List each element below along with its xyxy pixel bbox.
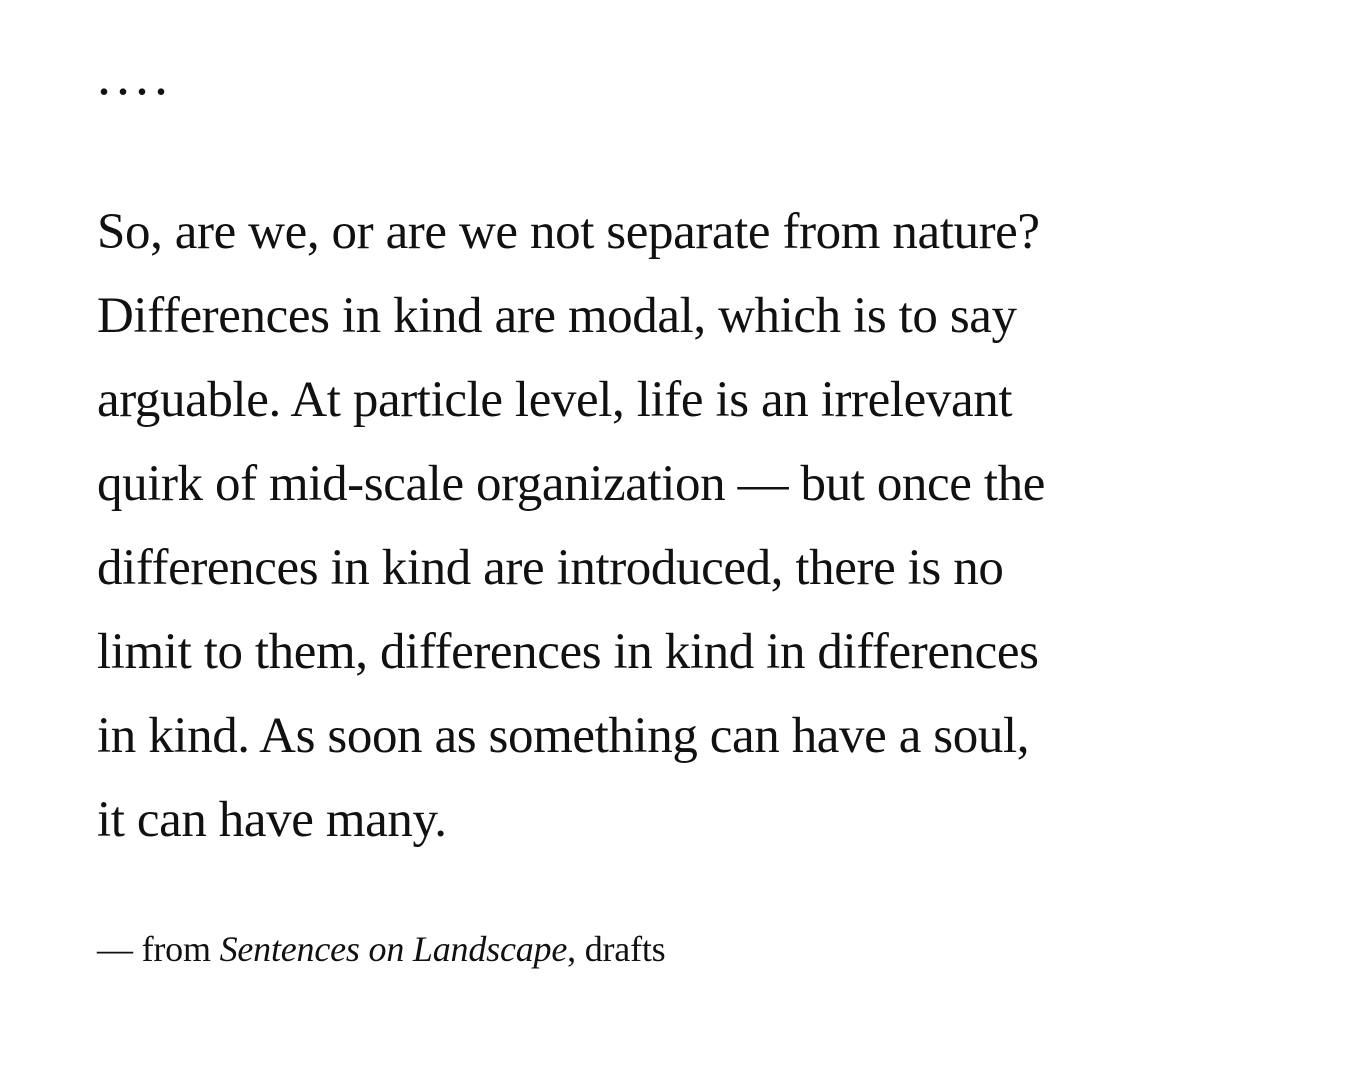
ellipsis-marker: .... <box>97 45 173 107</box>
passage-line: differences in kind are introduced, there is no <box>97 540 1004 596</box>
passage-line: in kind. As soon as something can have a soul, <box>97 708 1030 764</box>
passage-line: limit to them, differences in kind in differences <box>97 624 1039 680</box>
page <box>97 0 1277 1080</box>
passage-line: So, are we, or are we not separate from nature? <box>97 204 1040 260</box>
quote-passage <box>97 190 1277 862</box>
passage-line: arguable. At particle level, life is an irrelevant <box>97 372 1013 428</box>
passage-line: it can have many. <box>97 792 447 848</box>
attribution-suffix: , drafts <box>567 929 666 969</box>
attribution-prefix: — from <box>97 929 220 969</box>
passage-line: quirk of mid-scale organization — but once the <box>97 456 1045 512</box>
attribution-title: Sentences on Landscape <box>219 929 568 969</box>
attribution <box>97 925 665 973</box>
passage-line: Differences in kind are modal, which is to say <box>97 288 1017 344</box>
